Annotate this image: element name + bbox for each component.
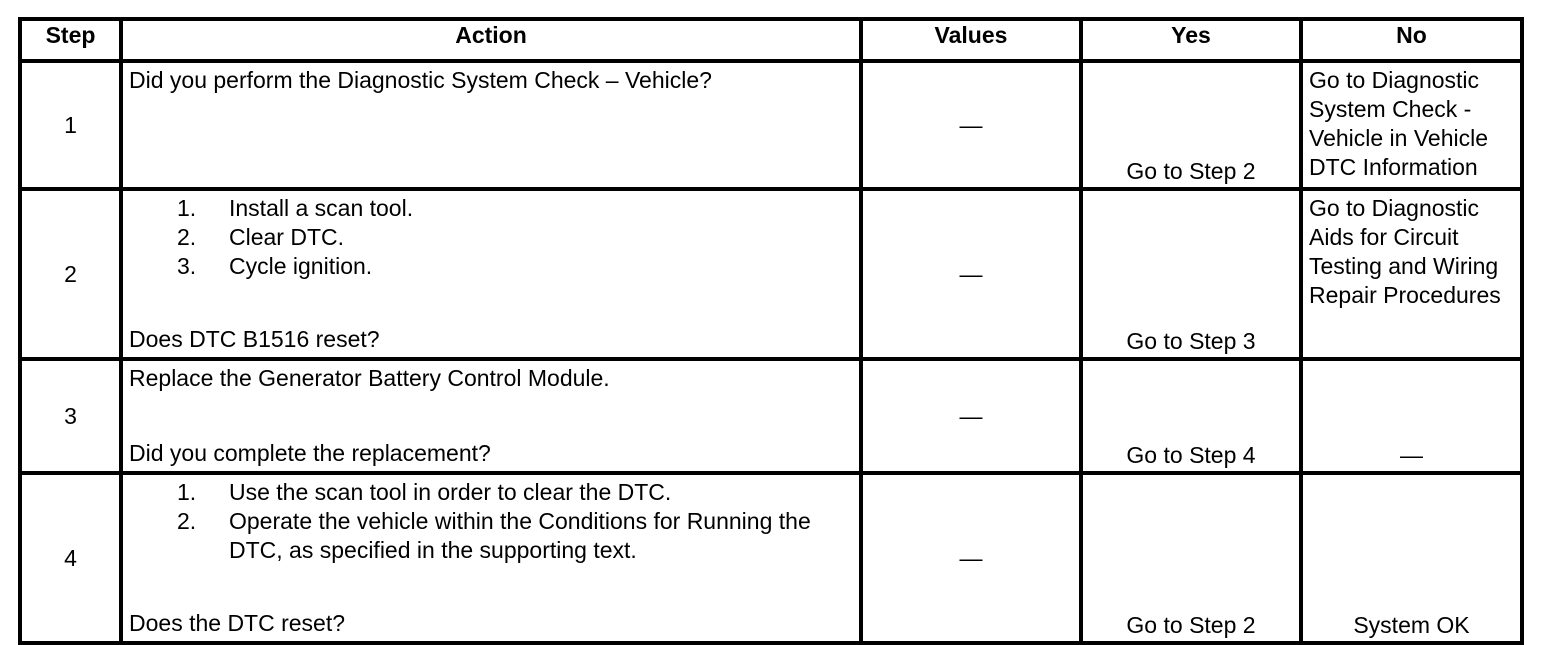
action-cell (121, 61, 861, 189)
no-cell: Go to Diagnostic Aids for Circuit Testing and Wiring Repair Procedures (1301, 189, 1522, 359)
list-item: 2. Clear DTC. (177, 224, 345, 250)
header-yes: Yes (1081, 19, 1301, 61)
table-row (20, 473, 1522, 643)
action-cell (121, 473, 861, 643)
action-cell (121, 359, 861, 473)
values-cell: — (861, 473, 1081, 643)
yes-cell: Go to Step 4 (1081, 359, 1301, 473)
yes-cell: Go to Step 2 (1081, 61, 1301, 189)
yes-cell: Go to Step 2 (1081, 473, 1301, 643)
list-item: 2. Operate the vehicle within the Conditions for Running the DTC, as specified in the supporting text. (177, 508, 811, 563)
header-step: Step (20, 19, 121, 61)
no-cell: Go to Diagnostic System Check - Vehicle in Vehicle DTC Information (1301, 61, 1522, 189)
values-cell: — (861, 359, 1081, 473)
list-item: 1. Install a scan tool. (177, 195, 414, 221)
action-question: Did you complete the replacement? (129, 440, 491, 466)
action-cell (121, 189, 861, 359)
substep-list (129, 478, 853, 565)
step-number: 1 (20, 61, 121, 189)
action-text: Did you perform the Diagnostic System Check – Vehicle? (129, 67, 712, 93)
list-item: 3. Cycle ignition. (177, 253, 373, 279)
values-cell: — (861, 61, 1081, 189)
table-row (20, 189, 1522, 359)
header-values: Values (861, 19, 1081, 61)
table-row (20, 61, 1522, 189)
diagnostic-table (18, 17, 1524, 645)
action-question: Does the DTC reset? (129, 610, 346, 636)
no-cell: — (1301, 359, 1522, 473)
action-text: Replace the Generator Battery Control Module. (129, 365, 610, 391)
step-number: 2 (20, 189, 121, 359)
table-row (20, 359, 1522, 473)
action-question: Does DTC B1516 reset? (129, 326, 380, 352)
no-cell: System OK (1301, 473, 1522, 643)
step-number: 3 (20, 359, 121, 473)
header-no: No (1301, 19, 1522, 61)
step-number: 4 (20, 473, 121, 643)
header-row (20, 19, 1522, 61)
header-action: Action (121, 19, 861, 61)
values-cell: — (861, 189, 1081, 359)
list-item: 1. Use the scan tool in order to clear the DTC. (177, 479, 672, 505)
yes-cell: Go to Step 3 (1081, 189, 1301, 359)
substep-list (129, 194, 853, 281)
